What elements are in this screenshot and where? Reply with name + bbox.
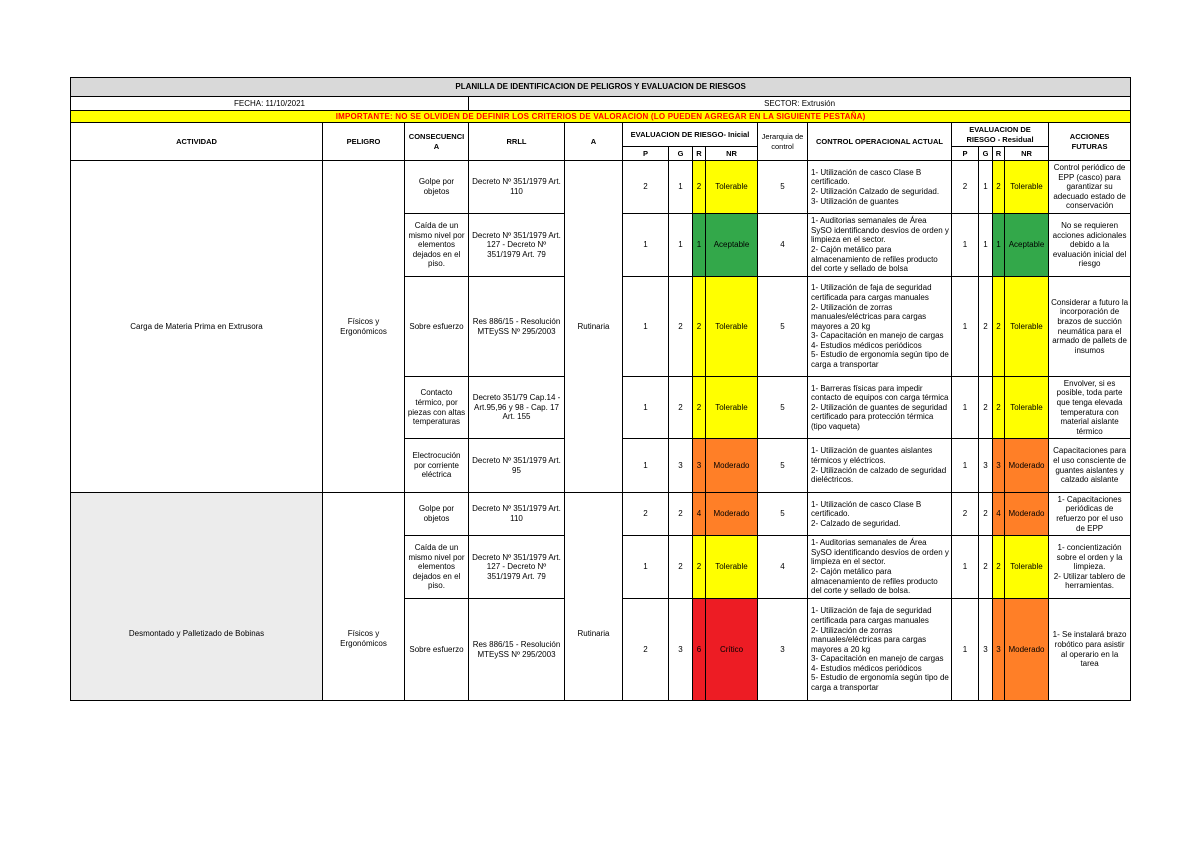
inicial-p-cell: 1 <box>623 439 669 493</box>
rrll-cell: Decreto Nº 351/1979 Art. 110 <box>469 493 565 536</box>
residual-g-cell: 2 <box>979 277 993 377</box>
header-inicial-r: R <box>693 147 706 161</box>
inicial-p-cell: 1 <box>623 277 669 377</box>
residual-g-cell: 2 <box>979 493 993 536</box>
header-control: CONTROL OPERACIONAL ACTUAL <box>808 123 952 161</box>
jerarquia-cell: 3 <box>758 599 808 701</box>
residual-r-cell: 3 <box>993 439 1005 493</box>
residual-nr-badge: Tolerable <box>1005 536 1049 599</box>
jerarquia-cell: 5 <box>758 161 808 214</box>
inicial-g-cell: 1 <box>669 214 693 277</box>
control-cell: 1- Utilización de casco Clase B certificado. 2- Utilización Calzado de seguridad. 3- Utilización de guantes <box>808 161 952 214</box>
risk-row <box>71 493 1131 536</box>
acciones-cell: Control periódico de EPP (casco) para garantizar su adecuado estado de conservación <box>1049 161 1131 214</box>
inicial-g-cell: 3 <box>669 439 693 493</box>
consecuencia-cell: Caída de un mismo nivel por elementos dejados en el piso. <box>405 214 469 277</box>
residual-nr-badge: Tolerable <box>1005 277 1049 377</box>
control-cell: 1- Utilización de casco Clase B certificado. 2- Calzado de seguridad. <box>808 493 952 536</box>
inicial-nr-badge: Tolerable <box>706 377 758 439</box>
residual-g-cell: 2 <box>979 536 993 599</box>
residual-g-cell: 1 <box>979 214 993 277</box>
peligro-cell: Físicos y Ergonómicos <box>323 161 405 493</box>
jerarquia-cell: 5 <box>758 493 808 536</box>
rrll-cell: Res 886/15 - Resolución MTEySS Nº 295/2003 <box>469 277 565 377</box>
consecuencia-cell: Electrocución por corriente eléctrica <box>405 439 469 493</box>
rrll-cell: Decreto Nº 351/1979 Art. 95 <box>469 439 565 493</box>
actividad-cell: Carga de Materia Prima en Extrusora <box>71 161 323 493</box>
residual-nr-badge: Moderado <box>1005 493 1049 536</box>
header-residual-p: P <box>952 147 979 161</box>
header-eval-inicial: EVALUACION DE RIESGO- Inicial <box>623 123 758 147</box>
rrll-cell: Decreto Nº 351/1979 Art. 127 - Decreto Nº 351/1979 Art. 79 <box>469 214 565 277</box>
inicial-r-cell: 4 <box>693 493 706 536</box>
header-inicial-nr: NR <box>706 147 758 161</box>
inicial-nr-badge: Moderado <box>706 439 758 493</box>
rrll-cell: Res 886/15 - Resolución MTEySS Nº 295/2003 <box>469 599 565 701</box>
consecuencia-cell: Caída de un mismo nivel por elementos dejados en el piso. <box>405 536 469 599</box>
inicial-g-cell: 3 <box>669 599 693 701</box>
residual-p-cell: 1 <box>952 599 979 701</box>
acciones-cell: 1- Capacitaciones periódicas de refuerzo por el uso de EPP <box>1049 493 1131 536</box>
a-cell: Rutinaria <box>565 493 623 701</box>
inicial-r-cell: 6 <box>693 599 706 701</box>
header-jerarquia: Jerarquia de control <box>758 123 808 161</box>
residual-nr-badge: Tolerable <box>1005 161 1049 214</box>
residual-nr-badge: Moderado <box>1005 439 1049 493</box>
control-cell: 1- Utilización de faja de seguridad certificada para cargas manuales 2- Utilización de zorras manuales/eléctricas para cargas mayores a 20 kg 3- Capacitación en manejo de cargas 4- Estudios médicos periódicos 5- Estudio de ergonomía según tipo de carga a transportar <box>808 277 952 377</box>
risk-assessment-table <box>70 77 1131 701</box>
header-acciones: ACCIONES FUTURAS <box>1049 123 1131 161</box>
inicial-g-cell: 2 <box>669 493 693 536</box>
consecuencia-cell: Golpe por objetos <box>405 161 469 214</box>
inicial-r-cell: 2 <box>693 377 706 439</box>
inicial-g-cell: 2 <box>669 536 693 599</box>
header-actividad: ACTIVIDAD <box>71 123 323 161</box>
residual-r-cell: 3 <box>993 599 1005 701</box>
consecuencia-cell: Sobre esfuerzo <box>405 277 469 377</box>
acciones-cell: 1- concientización sobre el orden y la limpieza. 2- Utilizar tablero de herramientas. <box>1049 536 1131 599</box>
residual-p-cell: 1 <box>952 277 979 377</box>
residual-g-cell: 3 <box>979 439 993 493</box>
residual-p-cell: 1 <box>952 536 979 599</box>
inicial-p-cell: 2 <box>623 599 669 701</box>
jerarquia-cell: 4 <box>758 536 808 599</box>
inicial-r-cell: 2 <box>693 277 706 377</box>
residual-p-cell: 1 <box>952 377 979 439</box>
peligro-cell: Físicos y Ergonómicos <box>323 493 405 701</box>
residual-nr-badge: Tolerable <box>1005 377 1049 439</box>
acciones-cell: No se requieren acciones adicionales debido a la evaluación inicial del riesgo <box>1049 214 1131 277</box>
risk-row <box>71 161 1131 214</box>
importante-row <box>71 111 1131 123</box>
residual-p-cell: 2 <box>952 493 979 536</box>
jerarquia-cell: 5 <box>758 439 808 493</box>
residual-r-cell: 2 <box>993 161 1005 214</box>
inicial-p-cell: 1 <box>623 377 669 439</box>
acciones-cell: Capacitaciones para el uso consciente de guantes aislantes y calzado aislante <box>1049 439 1131 493</box>
residual-nr-badge: Aceptable <box>1005 214 1049 277</box>
title-row <box>71 78 1131 97</box>
control-cell: 1- Auditorias semanales de Área SySO identificando desvíos de orden y limpieza en el sector. 2- Cajón metálico para almacenamiento de refiles producto del corte y sellado de bolsa <box>808 214 952 277</box>
residual-p-cell: 1 <box>952 439 979 493</box>
header-residual-nr: NR <box>1005 147 1049 161</box>
rrll-cell: Decreto Nº 351/1979 Art. 127 - Decreto Nº 351/1979 Art. 79 <box>469 536 565 599</box>
jerarquia-cell: 5 <box>758 277 808 377</box>
sector-cell: SECTOR: Extrusión <box>469 97 1131 111</box>
inicial-p-cell: 2 <box>623 161 669 214</box>
jerarquia-cell: 4 <box>758 214 808 277</box>
residual-r-cell: 2 <box>993 536 1005 599</box>
header-eval-residual: EVALUACION DE RIESGO - Residual <box>952 123 1049 147</box>
consecuencia-cell: Golpe por objetos <box>405 493 469 536</box>
inicial-p-cell: 1 <box>623 214 669 277</box>
inicial-g-cell: 2 <box>669 277 693 377</box>
residual-p-cell: 2 <box>952 161 979 214</box>
actividad-cell: Desmontado y Palletizado de Bobinas <box>71 493 323 701</box>
control-cell: 1- Utilización de faja de seguridad certificada para cargas manuales 2- Utilización de zorras manuales/eléctricas para cargas mayores a 20 kg 3- Capacitación en manejo de cargas 4- Estudios médicos periódicos 5- Estudio de ergonomía según tipo de carga a transportar <box>808 599 952 701</box>
inicial-g-cell: 2 <box>669 377 693 439</box>
inicial-nr-badge: Tolerable <box>706 277 758 377</box>
inicial-p-cell: 1 <box>623 536 669 599</box>
residual-r-cell: 2 <box>993 277 1005 377</box>
inicial-r-cell: 3 <box>693 439 706 493</box>
rrll-cell: Decreto 351/79 Cap.14 - Art.95,96 y 98 - Cap. 17 Art. 155 <box>469 377 565 439</box>
fecha-cell: FECHA: 11/10/2021 <box>71 97 469 111</box>
inicial-p-cell: 2 <box>623 493 669 536</box>
header-residual-r: R <box>993 147 1005 161</box>
header-peligro: PELIGRO <box>323 123 405 161</box>
header-row <box>71 123 1131 147</box>
sheet-title: PLANILLA DE IDENTIFICACION DE PELIGROS Y EVALUACION DE RIESGOS <box>71 78 1131 97</box>
acciones-cell: 1- Se instalará brazo robótico para asistir al operario en la tarea <box>1049 599 1131 701</box>
residual-r-cell: 1 <box>993 214 1005 277</box>
header-consecuencia: CONSECUENCIA <box>405 123 469 161</box>
inicial-nr-badge: Aceptable <box>706 214 758 277</box>
inicial-r-cell: 1 <box>693 214 706 277</box>
residual-nr-badge: Moderado <box>1005 599 1049 701</box>
control-cell: 1- Utilización de guantes aislantes térmicos y eléctricos. 2- Utilización de calzado de seguridad dieléctricos. <box>808 439 952 493</box>
residual-r-cell: 2 <box>993 377 1005 439</box>
residual-g-cell: 2 <box>979 377 993 439</box>
inicial-nr-badge: Tolerable <box>706 536 758 599</box>
jerarquia-cell: 5 <box>758 377 808 439</box>
importante-notice: IMPORTANTE: NO SE OLVIDEN DE DEFINIR LOS CRITERIOS DE VALORACION (LO PUEDEN AGREGAR EN LA SIGUIENTE PESTAÑA) <box>71 111 1131 123</box>
header-residual-g: G <box>979 147 993 161</box>
residual-g-cell: 1 <box>979 161 993 214</box>
control-cell: 1- Barreras físicas para impedir contacto de equipos con carga térmica 2- Utilización de guantes de seguridad certificado para protección térmica (tipo vaqueta) <box>808 377 952 439</box>
inicial-nr-badge: Moderado <box>706 493 758 536</box>
residual-p-cell: 1 <box>952 214 979 277</box>
residual-r-cell: 4 <box>993 493 1005 536</box>
header-inicial-p: P <box>623 147 669 161</box>
rrll-cell: Decreto Nº 351/1979 Art. 110 <box>469 161 565 214</box>
consecuencia-cell: Contacto térmico, por piezas con altas temperaturas <box>405 377 469 439</box>
acciones-cell: Considerar a futuro la incorporación de brazos de succión neumática para el armado de pallets de insumos <box>1049 277 1131 377</box>
consecuencia-cell: Sobre esfuerzo <box>405 599 469 701</box>
header-rrll: RRLL <box>469 123 565 161</box>
header-a: A <box>565 123 623 161</box>
a-cell: Rutinaria <box>565 161 623 493</box>
acciones-cell: Envolver, si es posible, toda parte que tenga elevada temperatura con material aislante térmico <box>1049 377 1131 439</box>
residual-g-cell: 3 <box>979 599 993 701</box>
inicial-r-cell: 2 <box>693 536 706 599</box>
header-inicial-g: G <box>669 147 693 161</box>
inicial-nr-badge: Crítico <box>706 599 758 701</box>
inicial-r-cell: 2 <box>693 161 706 214</box>
inicial-nr-badge: Tolerable <box>706 161 758 214</box>
info-row <box>71 97 1131 111</box>
inicial-g-cell: 1 <box>669 161 693 214</box>
control-cell: 1- Auditorias semanales de Área SySO identificando desvíos de orden y limpieza en el sector. 2- Cajón metálico para almacenamiento de refiles producto del corte y sellado de bolsa. <box>808 536 952 599</box>
